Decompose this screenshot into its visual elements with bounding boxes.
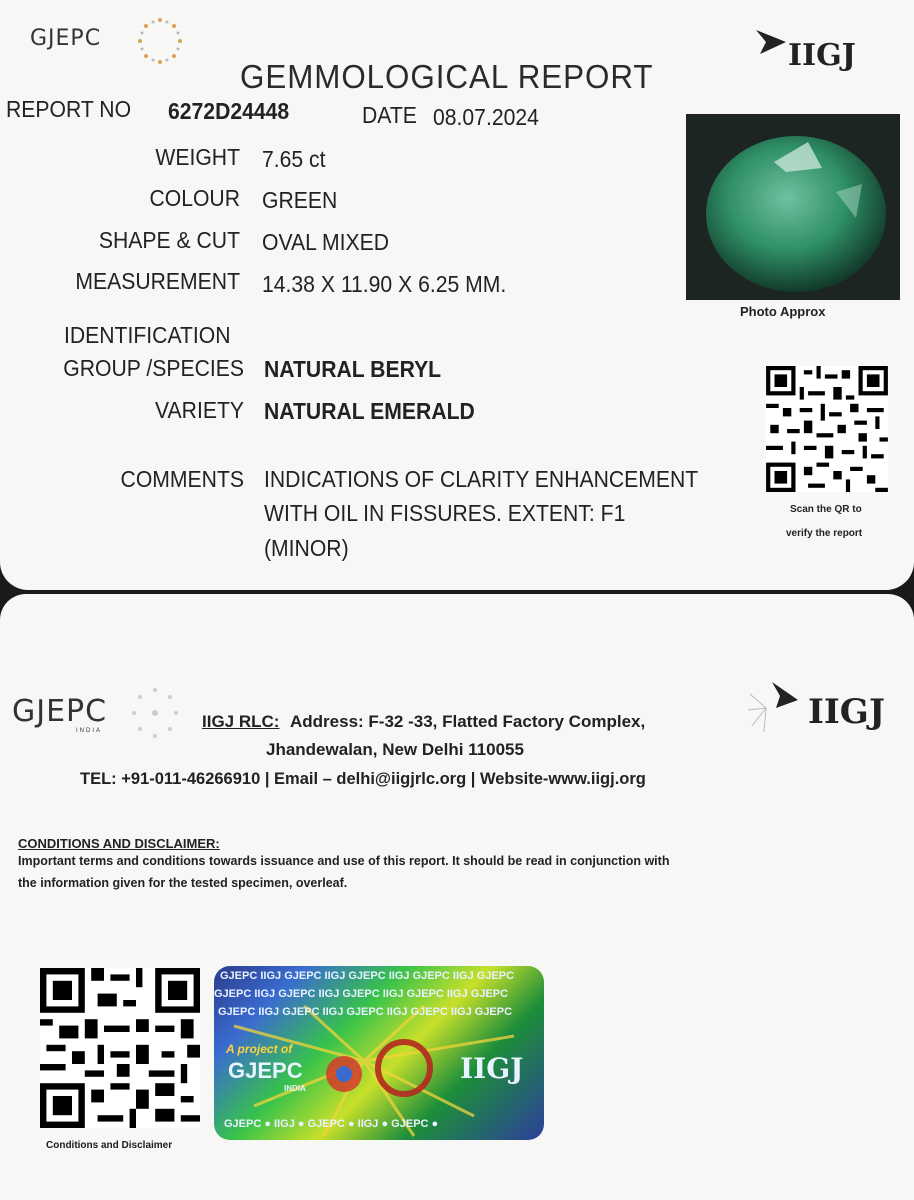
security-hologram	[214, 966, 544, 1140]
hologram-pattern-3: GJEPC IIGJ GJEPC IIGJ GJEPC IIGJ GJEPC IIGJ GJEPC	[218, 1006, 513, 1018]
comments-label: COMMENTS	[120, 466, 244, 492]
diamond-rays-icon-back	[126, 682, 184, 744]
measurement-value: 14.38 X 11.90 X 6.25 MM.	[262, 271, 507, 297]
gemstone-photo	[686, 114, 900, 300]
group-species-value: NATURAL BERYL	[264, 356, 442, 382]
report-no-value: 6272D24448	[168, 98, 290, 124]
verify-qr-code[interactable]	[766, 366, 888, 492]
gjepc-sub-label: INDIA	[76, 728, 103, 734]
hologram-iigj: IIGJ	[460, 1052, 524, 1085]
diamond-rays-icon	[134, 14, 186, 68]
colour-label: COLOUR	[149, 185, 240, 211]
gjepc-logo: GJEPC	[30, 26, 102, 51]
iigj-logo-back: IIGJ	[808, 692, 885, 732]
address-line-2: Jhandewalan, New Delhi 110055	[266, 740, 524, 759]
hologram-india: INDIA	[284, 1084, 306, 1093]
disclaimer-qr-caption: Conditions and Disclaimer	[46, 1140, 173, 1151]
hologram-gjepc: GJEPC	[228, 1058, 303, 1083]
contact-line: TEL: +91-011-46266910 | Email – delhi@iigjrlc.org | Website-www.iigj.org	[80, 770, 646, 788]
colour-value: GREEN	[262, 187, 338, 213]
weight-value: 7.65 ct	[262, 146, 326, 172]
iigj-arrow-icon-back	[746, 678, 804, 736]
report-back-card	[0, 594, 914, 1200]
qr-caption-line-1: Scan the QR to	[790, 504, 862, 515]
shape-cut-value: OVAL MIXED	[262, 229, 390, 255]
date-label: DATE	[362, 102, 417, 128]
disclaimer-title: CONDITIONS AND DISCLAIMER:	[18, 836, 220, 851]
report-front-card	[0, 0, 914, 590]
date-value: 08.07.2024	[433, 104, 539, 130]
report-title: GEMMOLOGICAL REPORT	[240, 58, 654, 95]
hologram-pattern-2: GJEPC IIGJ GJEPC IIGJ GJEPC IIGJ GJEPC IIGJ GJEPC	[214, 988, 509, 1000]
gjepc-logo-back: GJEPC	[12, 694, 108, 729]
comments-line-1: INDICATIONS OF CLARITY ENHANCEMENT	[264, 466, 699, 492]
weight-label: WEIGHT	[155, 144, 240, 170]
group-species-label: GROUP /SPECIES	[63, 355, 245, 381]
iigj-arrow-icon	[752, 26, 788, 56]
comments-line-2: WITH OIL IN FISSURES. EXTENT: F1	[264, 500, 626, 526]
hologram-pattern-1: GJEPC IIGJ GJEPC IIGJ GJEPC IIGJ GJEPC IIGJ GJEPC	[220, 970, 515, 982]
qr-caption-line-2: verify the report	[786, 528, 863, 539]
hologram-footer: GJEPC ● IIGJ ● GJEPC ● IIGJ ● GJEPC ●	[224, 1118, 439, 1130]
iigj-logo: IIGJ	[788, 38, 856, 73]
comments-line-3: (MINOR)	[264, 535, 349, 561]
variety-label: VARIETY	[155, 397, 244, 423]
address-line-1: Address: F-32 -33, Flatted Factory Complex,	[290, 712, 646, 731]
identification-label: IDENTIFICATION	[64, 322, 231, 348]
report-no-label: REPORT NO	[6, 96, 132, 122]
measurement-label: MEASUREMENT	[75, 268, 240, 294]
hologram-project-label: A project of	[226, 1042, 293, 1056]
photo-caption: Photo Approx	[740, 304, 826, 319]
variety-value: NATURAL EMERALD	[264, 398, 475, 424]
address-label: IIGJ RLC:	[202, 712, 280, 731]
disclaimer-qr-code[interactable]	[40, 968, 200, 1128]
shape-cut-label: SHAPE & CUT	[98, 227, 241, 253]
disclaimer-line-1: Important terms and conditions towards issuance and use of this report. It should be read in conjunction with	[18, 854, 670, 868]
disclaimer-line-2: the information given for the tested specimen, overleaf.	[18, 876, 348, 890]
